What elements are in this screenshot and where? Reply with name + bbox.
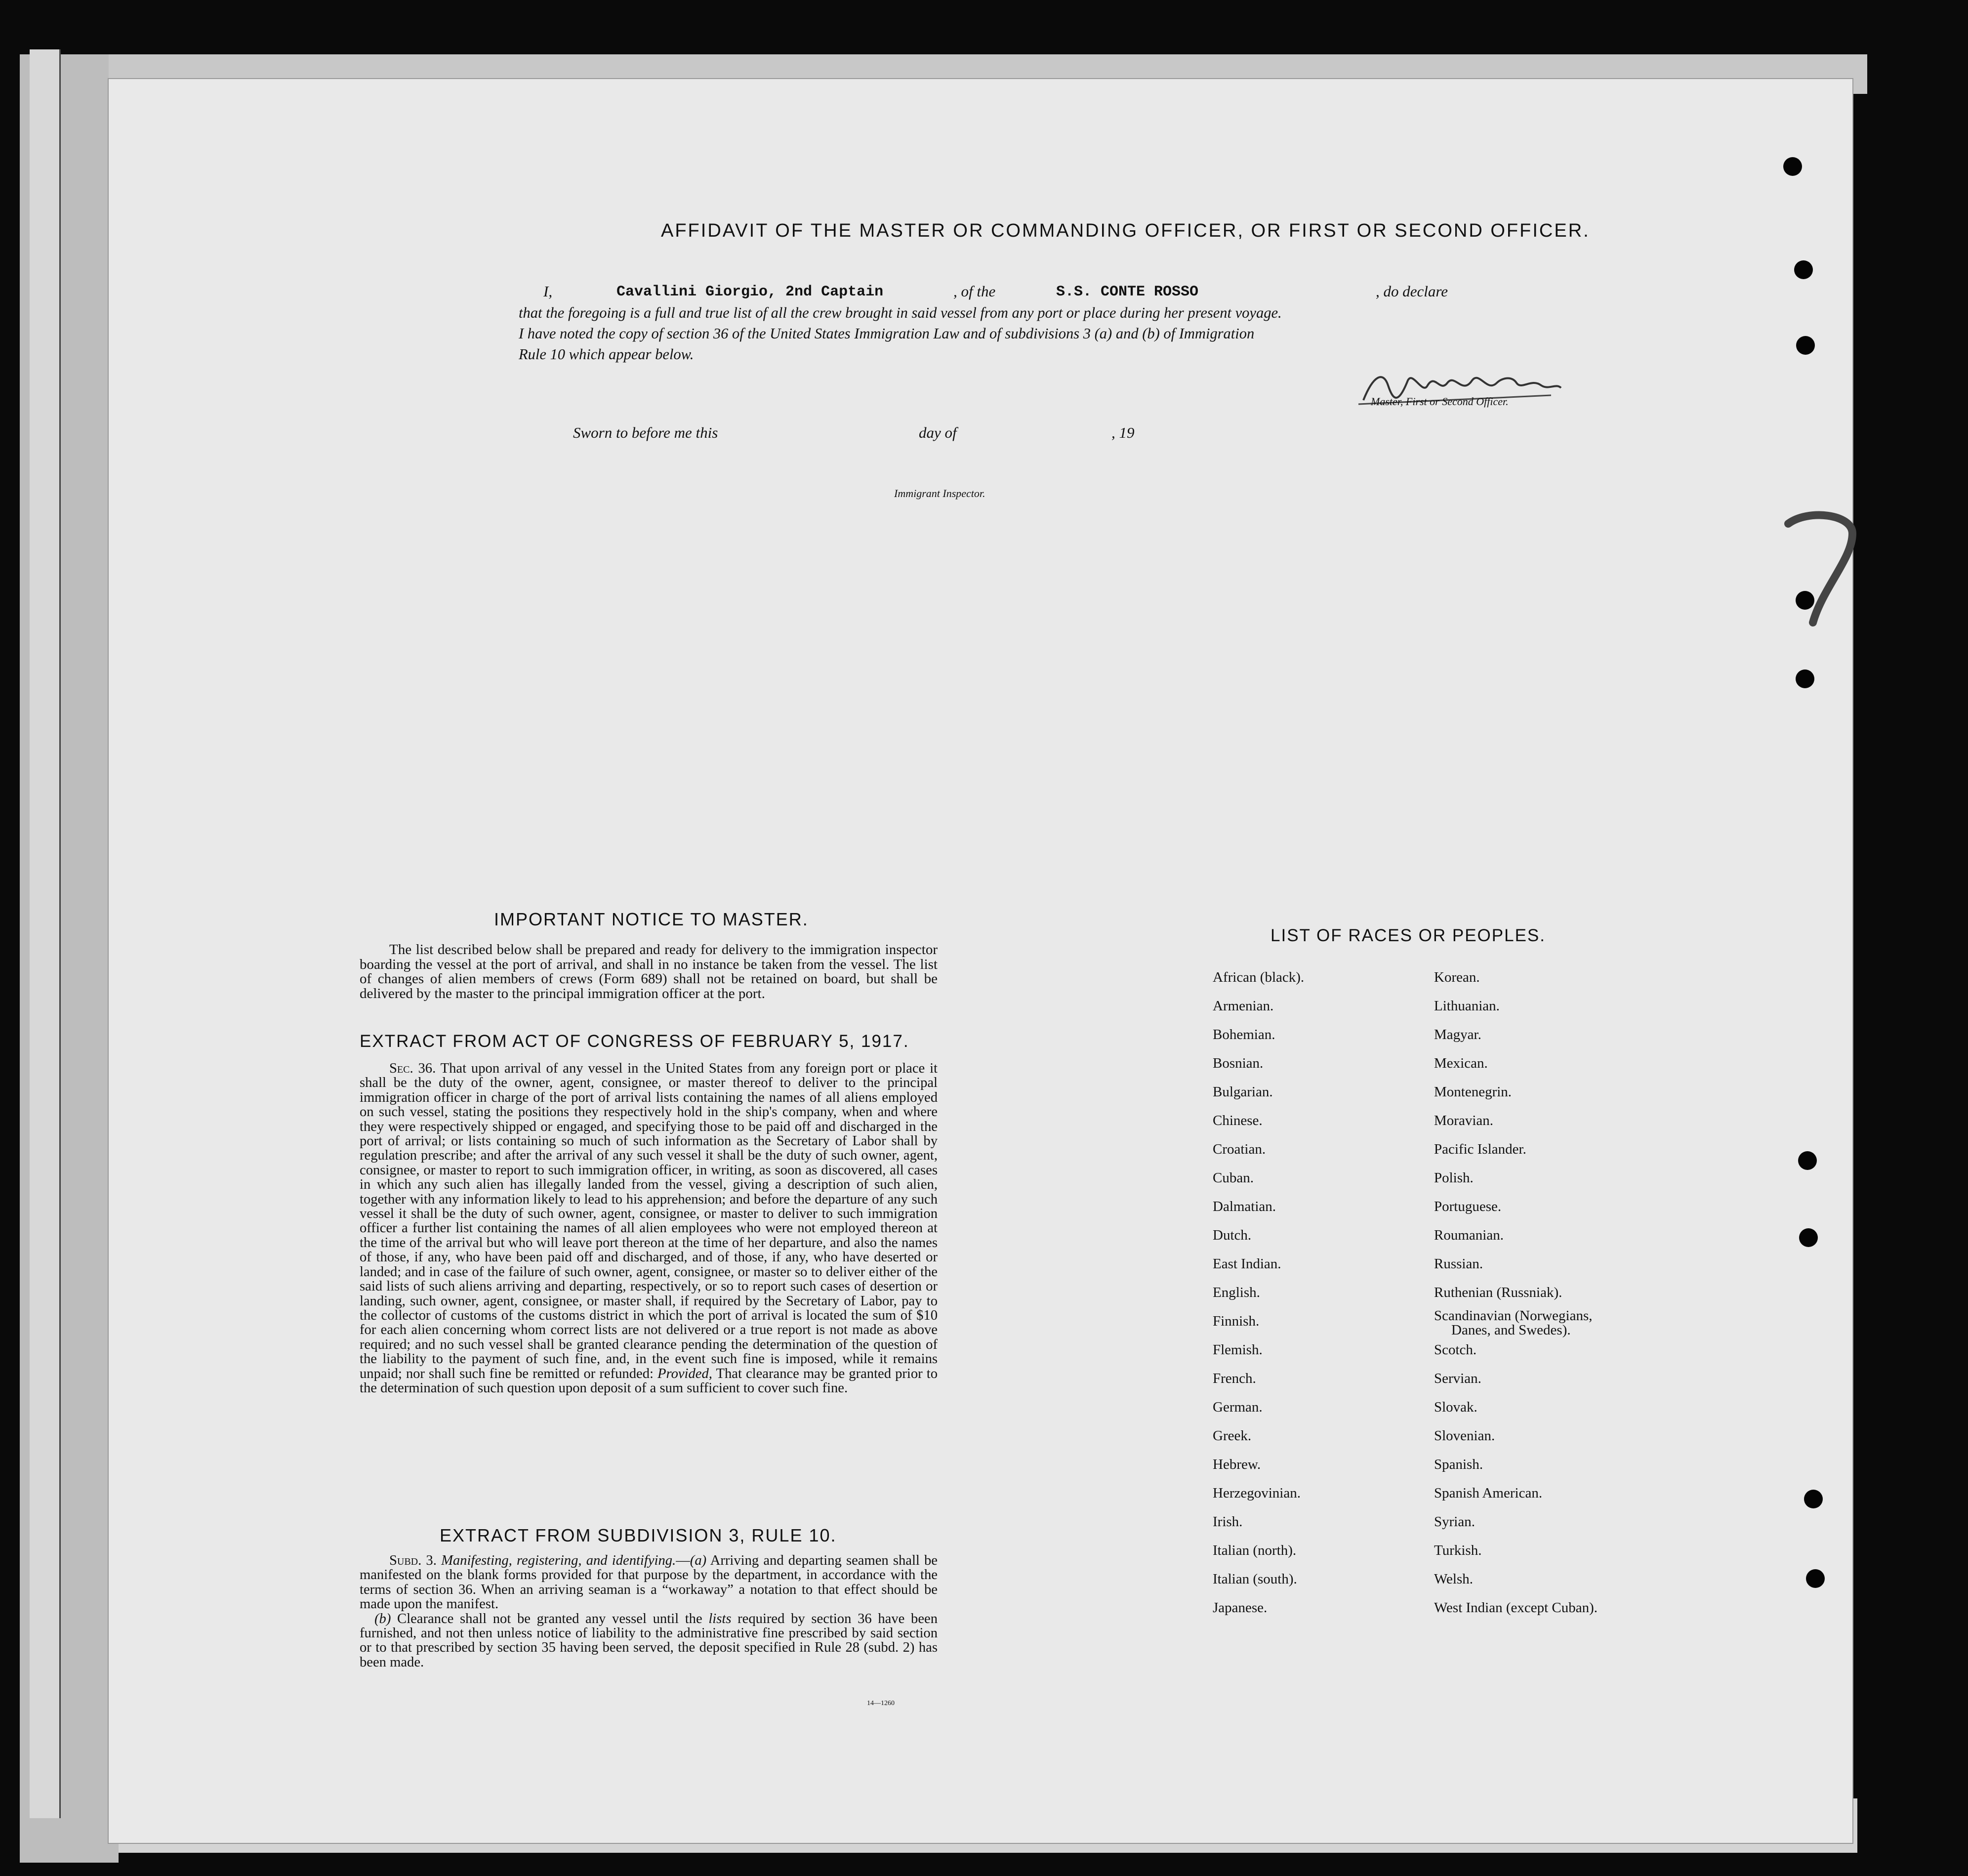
do-declare-label: , do declare [1376, 283, 1448, 300]
year-label: , 19 [1111, 424, 1135, 441]
act-provided: Provided, [657, 1366, 712, 1381]
act-sec-label: Sec. 36. [389, 1061, 436, 1076]
race-item: Herzegovinian. [1213, 1485, 1301, 1501]
punch-hole [1796, 591, 1814, 610]
race-item: Bosnian. [1213, 1055, 1264, 1071]
race-item: Portuguese. [1434, 1199, 1502, 1214]
affidavit-i-label: I, [543, 283, 553, 300]
race-item: Lithuanian. [1434, 998, 1500, 1014]
rule-b-label: (b) [374, 1611, 391, 1626]
race-item: Hebrew. [1213, 1457, 1261, 1472]
rule-subd-label: Subd. 3. [389, 1553, 437, 1568]
race-item: Bulgarian. [1213, 1084, 1273, 1100]
race-item: Spanish American. [1434, 1485, 1543, 1501]
vessel-name: S.S. CONTE ROSSO [1056, 284, 1199, 300]
race-item: Syrian. [1434, 1514, 1475, 1530]
race-item: Bohemian. [1213, 1027, 1275, 1042]
punch-hole [1799, 1228, 1818, 1247]
race-item: Slovenian. [1434, 1428, 1495, 1444]
binder-strip-left [30, 49, 61, 1818]
punch-hole [1806, 1569, 1825, 1588]
race-item: Montenegrin. [1434, 1084, 1512, 1100]
notice-paragraph: The list described below shall be prepared and ready for delivery to the immigration inspector boarding the vessel at the port of arrival, and shall in no instance be taken from the vessel. The list of changes of alien members of crews (Form 689) shall not be retained on board, but shall be delivered by the master to the principal immigration officer at the port. [360, 942, 938, 1001]
race-item: Chinese. [1213, 1113, 1263, 1128]
race-item: Polish. [1434, 1170, 1474, 1186]
act-text [360, 1061, 938, 1395]
race-item: Japanese. [1213, 1600, 1268, 1616]
race-item: French. [1213, 1371, 1256, 1386]
act-heading: EXTRACT FROM ACT OF CONGRESS OF FEBRUARY 5, 1917. [360, 1032, 909, 1051]
punch-hole [1798, 1151, 1817, 1170]
rule-subd-title: Manifesting, registering, and identifying. [441, 1553, 676, 1568]
race-item: Welsh. [1434, 1571, 1474, 1587]
form-number: 14—1260 [867, 1700, 895, 1707]
day-of-label: day of [919, 424, 957, 441]
affidavit-line-3: I have noted the copy of section 36 of the United States Immigration Law and of subdivisions 3 (a) and (b) of Immigration [519, 325, 1255, 342]
act-text-end: That clearance may be granted prior to the determination of such question upon deposit of a sum sufficient to cover such fine. [360, 1366, 938, 1396]
race-item: Danes, and Swedes). [1451, 1322, 1571, 1338]
punch-hole [1796, 669, 1814, 688]
rule-b-text-2: required by section 36 have been furnished, and not then unless notice of liability to the administrative fine prescribed by said section or to that prescribed by section 35 having been served, the deposit specified in Rule 28 (subd. 2) has been made. [360, 1611, 938, 1670]
race-item: English. [1213, 1285, 1260, 1300]
race-item: African (black). [1213, 969, 1305, 985]
of-the-label: , of the [953, 283, 996, 300]
affidavit-line-2: that the foregoing is a full and true list of all the crew brought in said vessel from any port or place during her present voyage. [519, 304, 1282, 321]
notice-text [360, 943, 938, 1001]
punch-hole [1783, 157, 1802, 176]
race-item: Italian (north). [1213, 1542, 1297, 1558]
notice-heading: IMPORTANT NOTICE TO MASTER. [494, 909, 809, 929]
affidavit-page [109, 79, 1852, 1843]
race-item: Servian. [1434, 1371, 1481, 1386]
punch-hole [1804, 1490, 1823, 1508]
rule-a-label: (a) [690, 1553, 707, 1568]
inspector-label: Immigrant Inspector. [894, 487, 985, 500]
race-item: Ruthenian (Russniak). [1434, 1285, 1562, 1300]
rule-text: Subd. 3. Manifesting, registering, and identifying.—(a) Arriving and departing seamen shall be manifested on the blank forms provided for that purpose by the department, in accordance with the terms of section 36. When an arriving seaman is a “workaway” a notation to that effect should be made upon the manifest. (b) Clearance shall not be granted any vessel until the lists required by section 36 have been furnished, and not then unless notice of liability to the administrative fine prescribed by said section or to that prescribed by section 35 having been served, the deposit specified in Rule 28 (subd. 2) has been made. [360, 1553, 938, 1670]
races-heading: LIST OF RACES OR PEOPLES. [1271, 926, 1546, 945]
race-item: Scotch. [1434, 1342, 1477, 1358]
punch-hole [1796, 336, 1815, 355]
punch-hole [1794, 260, 1813, 279]
race-item: Russian. [1434, 1256, 1483, 1272]
signature-label: Master, First or Second Officer. [1371, 395, 1509, 408]
act-section-36-text: That upon arrival of any vessel in the United States from any foreign port or place it shall be the duty of the owner, agent, consignee, or master thereof to deliver to the principal immigration officer in charge of the port of arrival lists containing the names of all aliens employed on such vessel, stating the positions they respectively hold in the ship's company, when and where they were respectively shipped or engaged, and specifying those to be paid off and discharged in the port of arrival; or lists containing so much of such information as the Secretary of Labor shall by regulation prescribe; and after the arrival of any such vessel it shall be the duty of such owner, agent, consignee, or master to report to such immigration officer, in writing, as soon as discovered, all cases in which any such alien has illegally landed from the vessel, giving a description of such alien, together with any information likely to lead to his apprehension; and before the departure of any such vessel it shall be the duty of such owner, agent, consignee, or master to deliver to such immigration officer a further list containing the names of all alien employees who were not employed thereon at the time of the arrival but who will leave port thereon at the time of her departure, and also the names of those, if any, who have been paid off and discharged, and of those, if any, who have deserted or landed; and in case of the failure of such owner, agent, consignee, or master so to deliver either of the said lists of such aliens arriving and departing, respectively, or so to report such cases of desertion or landing, such owner, agent, consignee, or master shall, if required by the Secretary of Labor, pay to the collector of customs of the customs district in which the port of arrival is located the sum of $10 for each alien concerning whom correct lists are not delivered or a true report is not made as above required; and no such vessel shall be granted clearance pending the determination of the question of the liability to the payment of such fine, and, in the event such fine is imposed, while it remains unpaid; nor shall such fine be remitted or refunded: [360, 1061, 938, 1381]
race-item: Dalmatian. [1213, 1199, 1276, 1214]
race-item: Cuban. [1213, 1170, 1254, 1186]
rule-b-text-1: Clearance shall not be granted any vessel until the [397, 1611, 702, 1626]
race-item: Moravian. [1434, 1113, 1493, 1128]
race-item: Korean. [1434, 969, 1480, 985]
race-item: East Indian. [1213, 1256, 1281, 1272]
affidavit-line-4: Rule 10 which appear below. [519, 346, 694, 363]
race-item: Armenian. [1213, 998, 1274, 1014]
race-item: Greek. [1213, 1428, 1252, 1444]
pencil-mark [1778, 504, 1877, 632]
race-item: Magyar. [1434, 1027, 1481, 1042]
officer-name: Cavallini Giorgio, 2nd Captain [616, 284, 884, 300]
race-item: Slovak. [1434, 1399, 1477, 1415]
race-item: Pacific Islander. [1434, 1141, 1526, 1157]
race-item: Turkish. [1434, 1542, 1482, 1558]
race-item: Spanish. [1434, 1457, 1483, 1472]
race-item: Flemish. [1213, 1342, 1263, 1358]
rule-heading: EXTRACT FROM SUBDIVISION 3, RULE 10. [440, 1525, 837, 1545]
race-item: Roumanian. [1434, 1227, 1504, 1243]
rule-b-lists: lists [708, 1611, 732, 1626]
race-item: Italian (south). [1213, 1571, 1297, 1587]
race-item: German. [1213, 1399, 1263, 1415]
affidavit-title: AFFIDAVIT OF THE MASTER OR COMMANDING OFFICER, OR FIRST OR SECOND OFFICER. [661, 220, 1590, 241]
race-item: Scandinavian (Norwegians, [1434, 1308, 1593, 1324]
race-item: Finnish. [1213, 1313, 1260, 1329]
race-item: Dutch. [1213, 1227, 1252, 1243]
sworn-label: Sworn to before me this [573, 424, 718, 441]
race-item: Croatian. [1213, 1141, 1266, 1157]
race-item: Mexican. [1434, 1055, 1488, 1071]
rule-a-text: Arriving and departing seamen shall be manifested on the blank forms provided for that purpose by the department, in accordance with the terms of section 36. When an arriving seaman is a “workaway” a notation to that effect should be made upon the manifest. [360, 1553, 938, 1612]
race-item: Irish. [1213, 1514, 1243, 1530]
race-item: West Indian (except Cuban). [1434, 1600, 1598, 1616]
